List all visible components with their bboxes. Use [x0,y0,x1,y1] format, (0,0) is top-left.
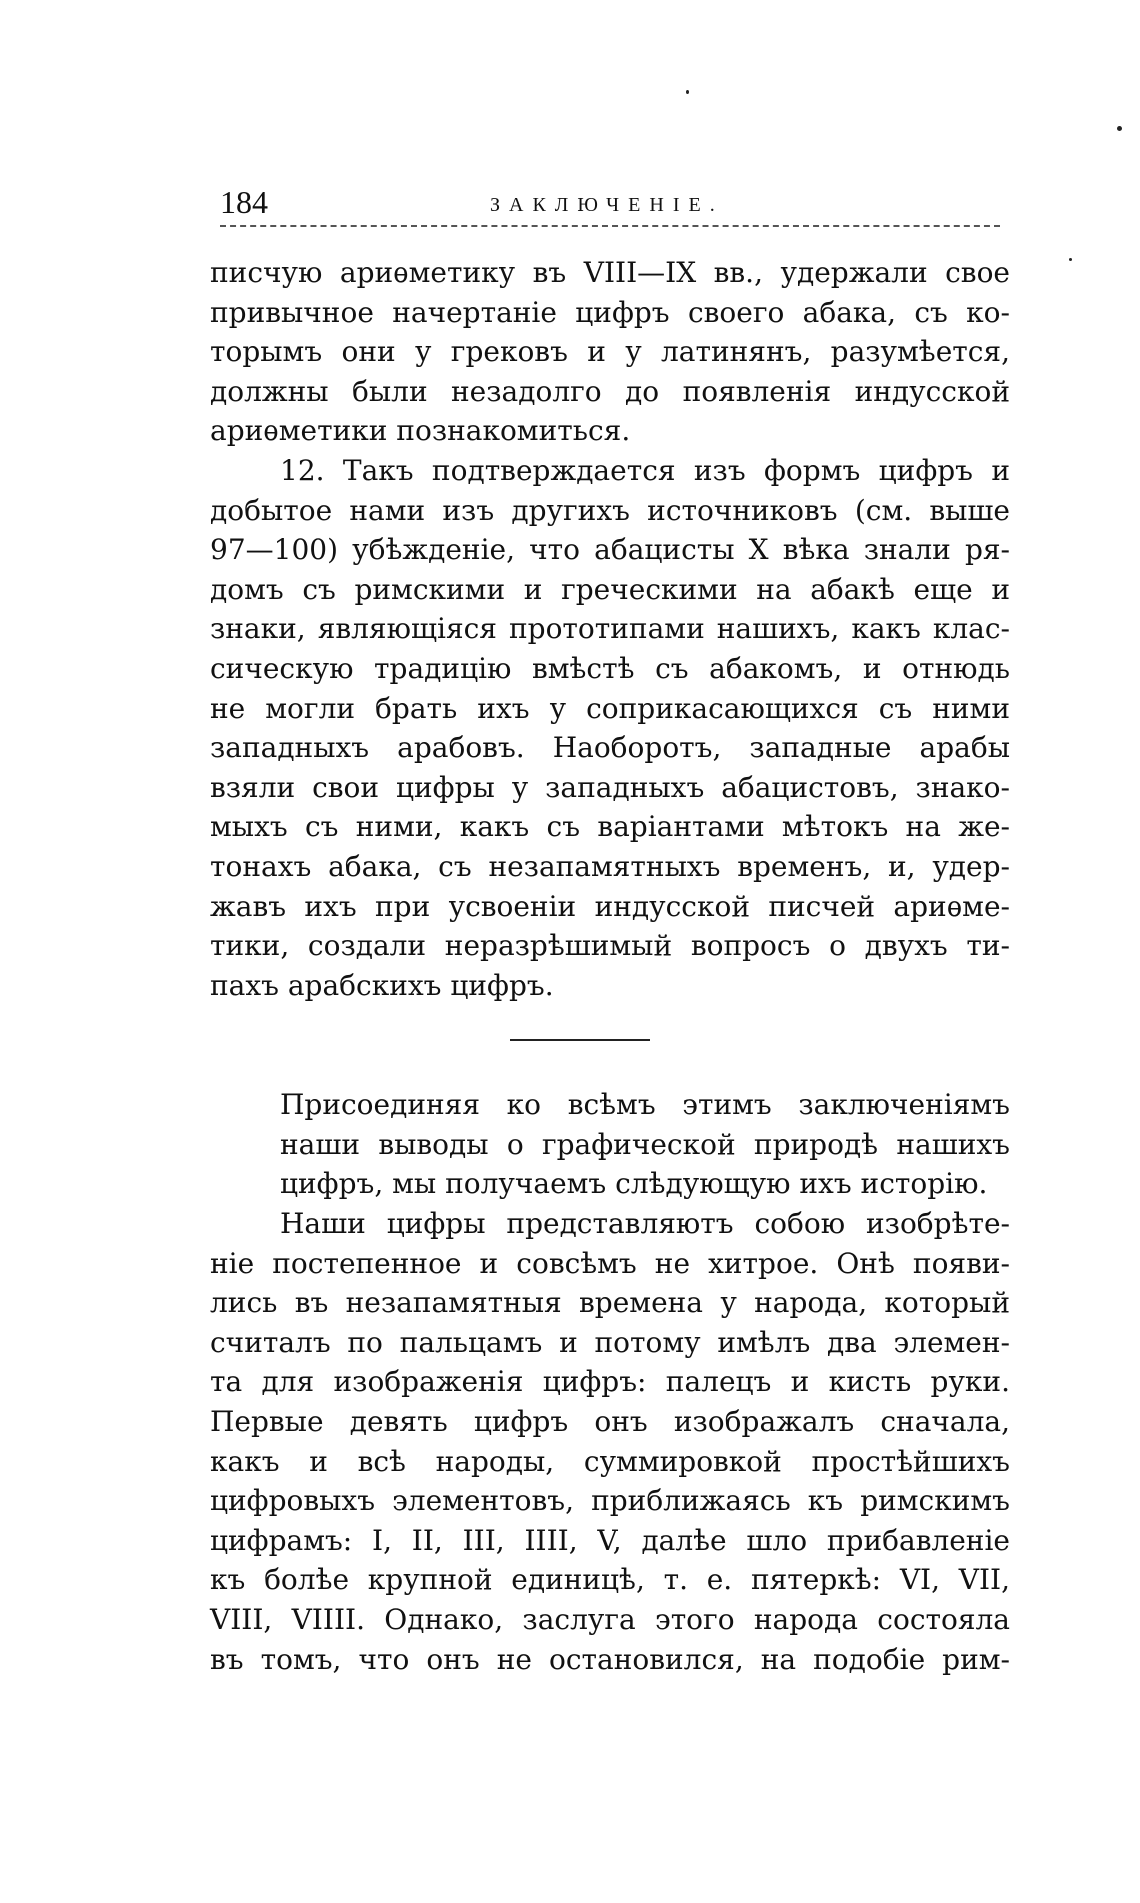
text-line: ніе постепенное и совсѣмъ не хитрое. Онѣ появи- [210,1246,1010,1280]
stray-ink-mark [686,90,689,94]
text-line: какъ и всѣ народы, суммировкой простѣйшихъ [210,1444,1010,1478]
text-line: наши выводы о графической природѣ нашихъ [280,1127,1010,1161]
text-line: ариѳметики познакомиться. [210,414,631,448]
text-line: жавъ ихъ при усвоеніи индусской писчей ариѳме- [210,889,1010,923]
text-line: VIII, VIIII. Однако, заслуга этого народа состояла [210,1603,1010,1636]
paragraph-conclusion-intro [210,1085,1010,1204]
text-line: привычное начертаніе цифръ своего абака, съ ко- [210,295,1010,329]
text-line: тонахъ абака, съ незапамятныхъ временъ, и, удер- [210,849,1010,883]
text-line: цифрамъ: I, II, III, IIII, V, далѣе шло прибавленіе [210,1523,1010,1557]
page-header [210,185,1010,225]
header-rule [220,225,1000,227]
text-line: цифръ, мы получаемъ слѣдующую ихъ исторію. [280,1167,988,1201]
text-line: Наши цифры представляютъ собою изобрѣте- [280,1207,1010,1241]
text-line: торымъ они у грековъ и у латинянъ, разумѣется, [210,335,1010,369]
text-line: не могли брать ихъ у соприкасающихся съ ними [210,691,1010,725]
stray-ink-mark [1117,126,1122,131]
text-line: знаки, являющіяся прототипами нашихъ, какъ клас- [210,612,1010,646]
section-divider [510,1039,650,1041]
stray-ink-mark [1069,258,1072,261]
book-page [210,185,1010,1679]
text-line: считалъ по пальцамъ и потому имѣлъ два элемен- [210,1325,1010,1359]
text-line: цифровыхъ элементовъ, приближаясь къ римскимъ [210,1484,1010,1518]
text-line: въ томъ, что онъ не остановился, на подобіе рим- [210,1642,1010,1676]
running-title: ЗАКЛЮЧЕНІЕ. [490,194,724,216]
paragraph-section-12 [210,451,1010,1005]
text-line: тики, создали неразрѣшимый вопросъ о двухъ ти- [210,929,1010,963]
text-line: 12. Такъ подтверждается изъ формъ цифръ и [280,453,1010,487]
text-line: мыхъ съ ними, какъ съ варіантами мѣтокъ на же- [210,810,1010,844]
paragraph-history [210,1204,1010,1679]
text-line: взяли свои цифры у западныхъ абацистовъ, знако- [210,770,1010,804]
text-line: лись въ незапамятныя времена у народа, который [210,1286,1010,1320]
text-line: добытое нами изъ другихъ источниковъ (см. выше [210,493,1010,527]
text-line: домъ съ римскими и греческими на абакѣ еще и [210,572,1010,606]
text-line: писчую ариѳметику въ VIII—IX вв., удержали свое [210,256,1010,289]
text-line: 97—100) убѣжденіе, что абацисты X вѣка знали ря- [210,533,1010,567]
text-line: къ болѣе крупной единицѣ, т. е. пятеркѣ: VI, VII, [210,1563,1010,1597]
text-line: сическую традицію вмѣстѣ съ абакомъ, и отнюдь [210,651,1010,685]
text-line: Присоединяя ко всѣмъ этимъ заключеніямъ [280,1088,1010,1122]
text-line: должны были незадолго до появленія индусской [210,374,1010,408]
text-line: пахъ арабскихъ цифръ. [210,968,554,1002]
text-line: западныхъ арабовъ. Наоборотъ, западные арабы [210,731,1010,765]
text-line: Первые девять цифръ онъ изображалъ сначала, [210,1405,1010,1439]
paragraph-continuation [210,253,1010,451]
page-number: 184 [220,184,268,220]
text-line: та для изображенія цифръ: палецъ и кисть руки. [210,1365,1010,1399]
